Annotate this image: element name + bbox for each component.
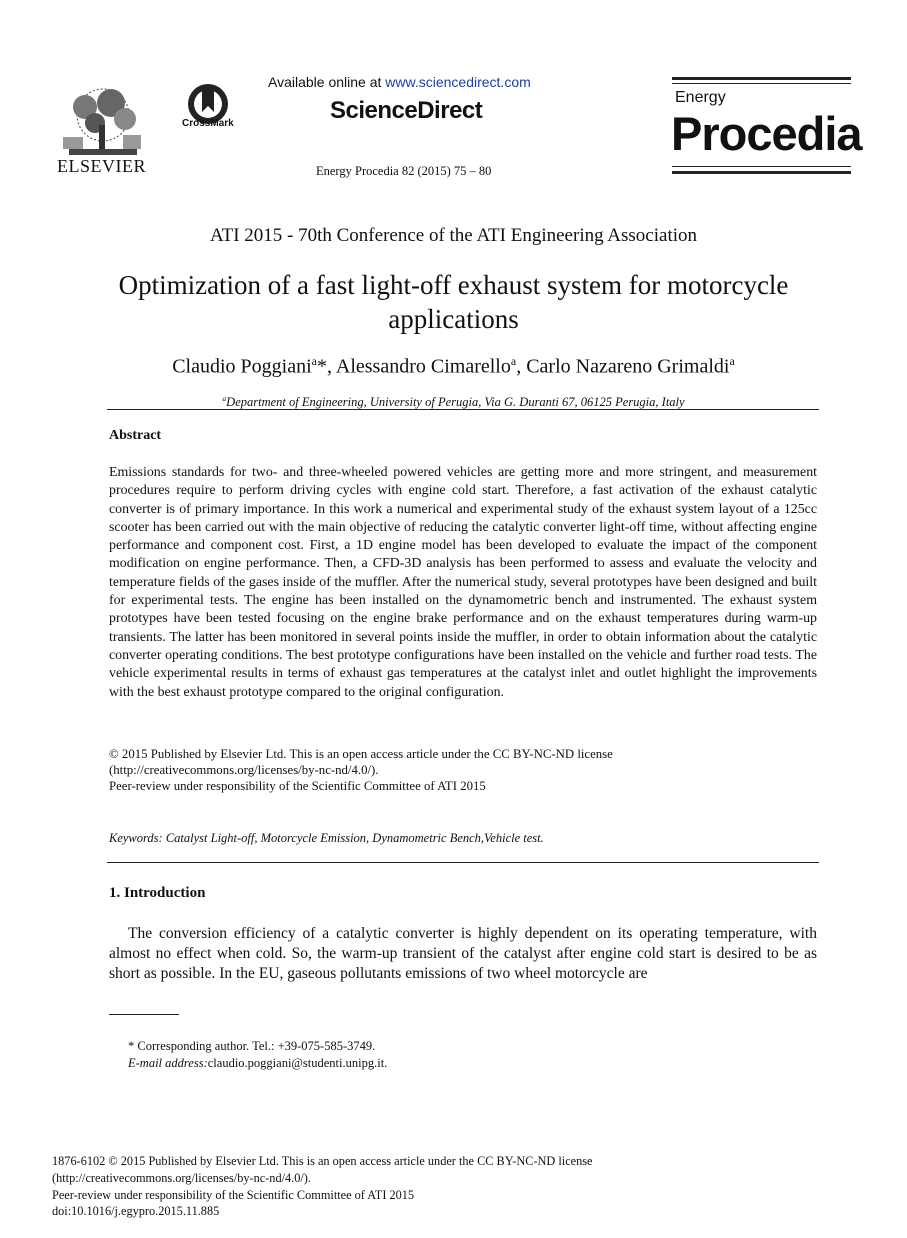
elsevier-wordmark: ELSEVIER xyxy=(57,156,146,176)
footnote-rule xyxy=(109,1014,179,1015)
author-name: Carlo Nazareno Grimaldi xyxy=(526,355,730,378)
availability-prefix: Available online at xyxy=(268,74,386,90)
email-note xyxy=(128,1056,387,1071)
peer-review-line: Peer-review under responsibility of the Scientific Committee of ATI 2015 xyxy=(52,1187,415,1202)
email-label: E-mail address: xyxy=(128,1056,208,1070)
author-name: Alessandro Cimarello xyxy=(335,355,511,378)
divider xyxy=(107,409,819,410)
license-link[interactable]: (http://creativecommons.org/licenses/by-nc-nd/4.0/). xyxy=(109,763,379,778)
journal-logo-procedia: Procedia xyxy=(671,107,862,160)
author-separator: , xyxy=(516,355,527,378)
author-list xyxy=(0,354,907,379)
peer-review-line: Peer-review under responsibility of the Scientific Committee of ATI 2015 xyxy=(109,779,486,794)
author-affiliation-mark: a xyxy=(311,354,317,368)
author-affiliation-mark: a xyxy=(729,354,735,368)
paper-title: Optimization of a fast light-off exhaust system for motorcycle applications xyxy=(118,270,789,334)
journal-logo-rule xyxy=(672,166,851,167)
abstract-heading: Abstract xyxy=(109,428,162,443)
publication-info xyxy=(52,1153,832,1220)
keywords xyxy=(109,831,819,846)
author-affiliation-mark: a xyxy=(510,354,517,368)
author-name: Claudio Poggiani xyxy=(172,355,312,378)
author-separator: *, xyxy=(316,355,336,378)
corresponding-author-note: * Corresponding author. Tel.: +39-075-585-3749. xyxy=(128,1039,376,1053)
availability-line xyxy=(268,74,531,90)
abstract-text: Emissions standards for two- and three-wheeled powered vehicles are getting more and more stringent, and measurement procedures require to perform driving cycles with engine cold start. Therefore, a fast activation of the exhaust catalytic converter is of primary importance. In this work a numerical and experimental study of the exhaust system layout of a 125cc scooter has been carried out with the main objective of reducing the catalytic converter light-off time, without affecting engine performance and component cost. First, a 1D engine model has been developed to evaluate the impact of the component modification on engine performance. Then, a CFD-3D analysis has been performed to assess and evaluate the velocity and temperature fields of the gases inside of the muffler. After the numerical study, several prototypes have been designed and built for experimental tests. The engine has been installed on the dynamometric bench and instrumented. The exhaust system prototypes have been tested focusing on the engine brake performance and on the exhaust temperatures during warm-up transients. The latter has been monitored in several points inside the muffler, in order to obtain information about the catalytic converter operating conditions. The best prototype configurations have been installed on the vehicle and further road tests. The vehicle experimental results in terms of exhaust gas temperatures at the catalyst inlet and outlet highlight the improvements with the best exhaust prototype compared to the original configuration. xyxy=(109,465,817,700)
section-heading: 1. Introduction xyxy=(109,885,206,901)
doi-line[interactable]: doi:10.1016/j.egypro.2015.11.885 xyxy=(52,1204,220,1219)
sciencedirect-link[interactable]: www.sciencedirect.com xyxy=(385,74,531,90)
journal-logo-energy: Energy xyxy=(675,89,726,106)
crossmark-label: CrossMark xyxy=(182,118,234,129)
divider xyxy=(107,862,819,863)
sciencedirect-wordmark: ScienceDirect xyxy=(330,97,483,124)
keywords-label: Keywords: xyxy=(109,831,163,845)
copyright-line: © 2015 Published by Elsevier Ltd. This is an open access article under the CC BY-NC-ND license xyxy=(109,747,613,761)
affiliation-mark: a xyxy=(222,394,227,403)
keywords-text: Catalyst Light-off, Motorcycle Emission, Dynamometric Bench,Vehicle test. xyxy=(162,831,544,845)
affiliation xyxy=(0,394,907,410)
email-address[interactable]: claudio.poggiani@studenti.unipg.it. xyxy=(207,1056,388,1070)
journal-reference: Energy Procedia 82 (2015) 75 – 80 xyxy=(316,164,492,178)
journal-logo-rule xyxy=(672,77,851,80)
section-body: The conversion efficiency of a catalytic converter is highly dependent on its operating temperature, with almost no effect when cold. So, the warm-up transient of the catalyst after engine cold start is desired to be as short as possible. In the EU, gaseous pollutants emissions of two wheel motorcycle are xyxy=(109,925,817,982)
journal-logo-rule xyxy=(672,171,851,174)
journal-logo-rule xyxy=(672,83,851,84)
copyright-notice xyxy=(109,746,819,795)
affiliation-text: Department of Engineering, University of Perugia, Via G. Duranti 67, 06125 Perugia, Italy xyxy=(226,395,685,410)
license-link[interactable]: (http://creativecommons.org/licenses/by-nc-nd/4.0/). xyxy=(52,1170,311,1185)
conference-name: ATI 2015 - 70th Conference of the ATI Engineering Association xyxy=(209,225,698,246)
issn-line: 1876-6102 © 2015 Published by Elsevier Ltd. This is an open access article under the CC BY-NC-ND license xyxy=(52,1154,593,1168)
